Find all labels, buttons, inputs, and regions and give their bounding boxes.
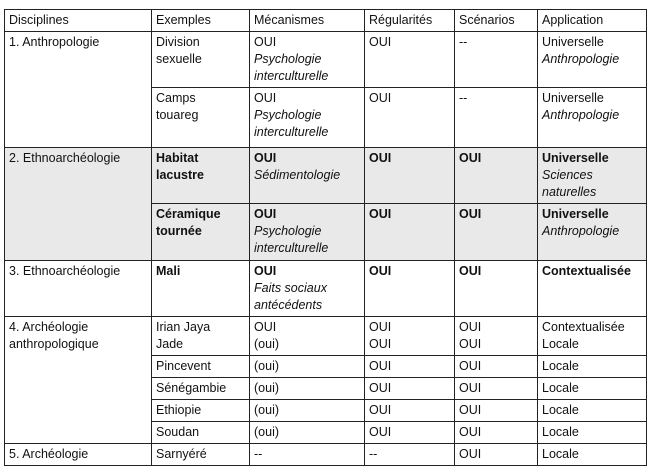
header-cell: Exemples [152, 10, 250, 32]
regularity-cell: OUI [365, 400, 455, 422]
example-cell: Ethiopie [152, 400, 250, 422]
regularity-cell: OUI [365, 204, 455, 261]
mechanism-value: OUI [254, 35, 277, 49]
application-note: Anthropologie [542, 108, 620, 122]
table-row [5, 204, 647, 261]
application-value: Contextualisée [542, 320, 625, 334]
application-cell: Locale [538, 444, 647, 466]
table-row [5, 317, 647, 356]
mechanism-cell: (oui) [250, 356, 365, 378]
regularity-cell: OUI [365, 422, 455, 444]
example-cell [152, 261, 250, 317]
scenario-cell: OUI [455, 356, 538, 378]
table-row [5, 444, 647, 466]
scenario-value: OUI [459, 320, 482, 334]
example-line: Jade [156, 337, 184, 351]
example-line: Habitat [156, 151, 199, 165]
example-line: Camps [156, 91, 196, 105]
regularity-cell: OUI [365, 378, 455, 400]
example-cell [152, 317, 250, 356]
application-note: naturelles [542, 185, 597, 199]
mechanism-value: OUI [254, 91, 277, 105]
application-cell [538, 148, 647, 204]
application-value: Locale [542, 337, 579, 351]
application-cell: Locale [538, 400, 647, 422]
application-cell [538, 261, 647, 317]
mechanism-cell: -- [250, 444, 365, 466]
mechanism-cell [250, 148, 365, 204]
application-note: Anthropologie [542, 224, 620, 238]
application-cell [538, 32, 647, 88]
example-cell: Sénégambie [152, 378, 250, 400]
application-cell [538, 88, 647, 148]
application-cell: Locale [538, 356, 647, 378]
application-cell [538, 204, 647, 261]
scenario-cell: OUI [455, 261, 538, 317]
discipline-label: 1. Anthropologie [9, 35, 100, 49]
example-cell: Pincevent [152, 356, 250, 378]
table-row [5, 261, 647, 317]
regularity-cell [365, 317, 455, 356]
header-cell: Scénarios [455, 10, 538, 32]
mechanism-note: Psychologie [254, 52, 322, 66]
mechanism-cell [250, 32, 365, 88]
discipline-cell [5, 261, 152, 317]
discipline-cell [5, 204, 152, 261]
mechanism-cell: (oui) [250, 422, 365, 444]
application-cell: Locale [538, 422, 647, 444]
mechanism-value: OUI [254, 207, 277, 221]
header-cell: Mécanismes [250, 10, 365, 32]
discipline-cell [5, 32, 152, 88]
example-cell [152, 204, 250, 261]
discipline-label: 2. Ethnoarchéologie [9, 151, 121, 165]
discipline-label: 3. Ethnoarchéologie [9, 264, 121, 278]
example-line: tournée [156, 224, 202, 238]
mechanism-note: Psychologie [254, 108, 322, 122]
mechanism-note: Sédimentologie [254, 168, 341, 182]
example-cell [152, 148, 250, 204]
example-line: Céramique [156, 207, 221, 221]
discipline-cell [5, 317, 152, 444]
mechanism-cell: (oui) [250, 378, 365, 400]
mechanism-cell [250, 261, 365, 317]
example-line: Mali [156, 264, 181, 278]
scenario-cell: -- [455, 88, 538, 148]
scenario-cell: OUI [455, 400, 538, 422]
header-cell: Disciplines [5, 10, 152, 32]
example-cell: Sarnyéré [152, 444, 250, 466]
scenario-cell: -- [455, 32, 538, 88]
application-cell [538, 317, 647, 356]
disciplines-table [4, 9, 647, 466]
regularity-value: OUI [369, 337, 392, 351]
discipline-cell: 5. Archéologie [5, 444, 152, 466]
regularity-cell: OUI [365, 32, 455, 88]
scenario-cell: OUI [455, 422, 538, 444]
scenario-cell [455, 317, 538, 356]
application-note: Anthropologie [542, 52, 620, 66]
application-value: Universelle [542, 91, 604, 105]
regularity-cell: OUI [365, 88, 455, 148]
example-line: sexuelle [156, 52, 202, 66]
example-line: Irian Jaya [156, 320, 211, 334]
scenario-cell: OUI [455, 378, 538, 400]
mechanism-cell: (oui) [250, 400, 365, 422]
header-cell: Application [538, 10, 647, 32]
discipline-cell [5, 88, 152, 148]
regularity-cell: -- [365, 444, 455, 466]
discipline-cell [5, 148, 152, 204]
mechanism-value: OUI [254, 264, 277, 278]
mechanism-note: interculturelle [254, 125, 329, 139]
application-cell: Locale [538, 378, 647, 400]
mechanism-note: interculturelle [254, 69, 329, 83]
application-value: Universelle [542, 207, 609, 221]
mechanism-value: OUI [254, 320, 277, 334]
example-cell [152, 32, 250, 88]
application-value: Contextualisée [542, 264, 631, 278]
mechanism-value: OUI [254, 151, 277, 165]
regularity-cell: OUI [365, 261, 455, 317]
mechanism-cell [250, 317, 365, 356]
scenario-cell: OUI [455, 204, 538, 261]
example-line: Division [156, 35, 200, 49]
mechanism-value: (oui) [254, 337, 280, 351]
header-cell: Régularités [365, 10, 455, 32]
example-line: lacustre [156, 168, 204, 182]
application-value: Universelle [542, 35, 604, 49]
mechanism-note: Psychologie [254, 224, 322, 238]
table-row [5, 88, 647, 148]
example-cell [152, 88, 250, 148]
table-row [5, 32, 647, 88]
scenario-value: OUI [459, 337, 482, 351]
example-line: touareg [156, 108, 199, 122]
table-row [5, 148, 647, 204]
header-row [5, 10, 647, 32]
application-note: Sciences [542, 168, 593, 182]
scenario-cell: OUI [455, 148, 538, 204]
application-value: Universelle [542, 151, 609, 165]
mechanism-note: interculturelle [254, 241, 329, 255]
mechanism-note: Faits sociaux [254, 281, 327, 295]
regularity-cell: OUI [365, 356, 455, 378]
discipline-label: 4. Archéologie anthropologique [9, 320, 99, 351]
scenario-cell: OUI [455, 444, 538, 466]
mechanism-cell [250, 204, 365, 261]
regularity-value: OUI [369, 320, 392, 334]
mechanism-note: antécédents [254, 298, 323, 312]
example-cell: Soudan [152, 422, 250, 444]
regularity-cell: OUI [365, 148, 455, 204]
mechanism-cell [250, 88, 365, 148]
